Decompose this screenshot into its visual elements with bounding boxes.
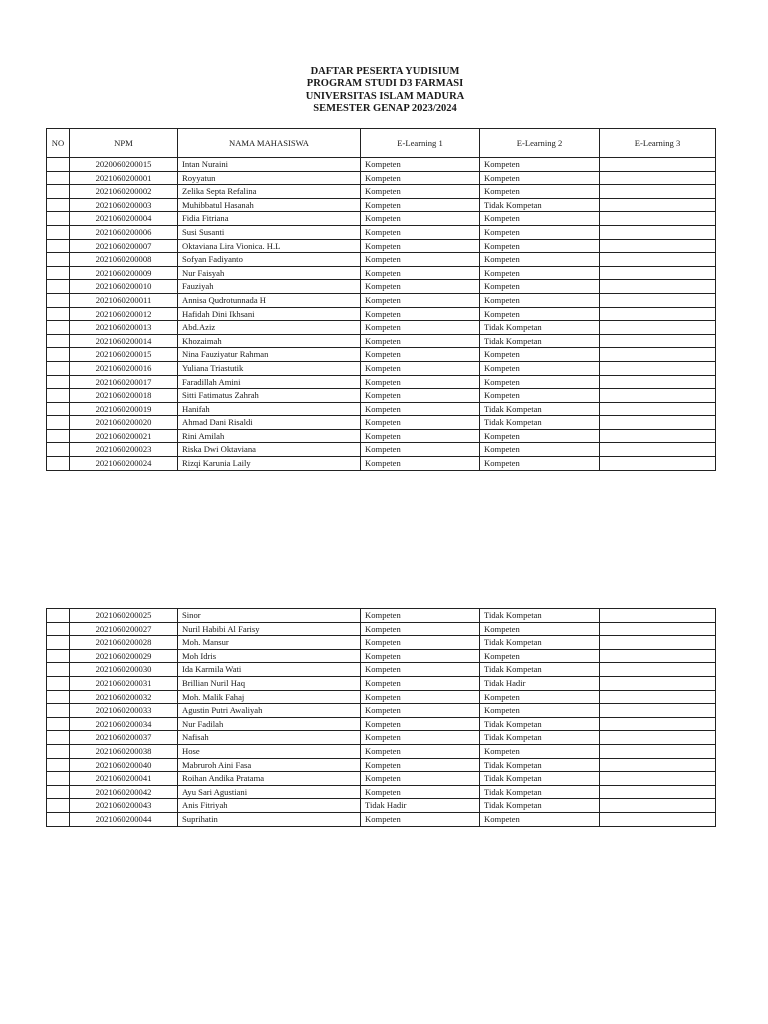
cell-elearning-1: Kompeten bbox=[361, 225, 480, 239]
cell-student-name: Fauziyah bbox=[178, 280, 361, 294]
cell-elearning-1: Kompeten bbox=[361, 785, 480, 799]
cell-npm: 2021060200016 bbox=[70, 361, 178, 375]
cell-npm: 2021060200029 bbox=[70, 649, 178, 663]
cell-no bbox=[47, 334, 70, 348]
table-row bbox=[47, 198, 716, 212]
cell-elearning-3 bbox=[600, 676, 716, 690]
cell-student-name: Muhibbatul Hasanah bbox=[178, 198, 361, 212]
cell-no bbox=[47, 225, 70, 239]
table-row bbox=[47, 266, 716, 280]
cell-no bbox=[47, 622, 70, 636]
cell-elearning-1: Kompeten bbox=[361, 212, 480, 226]
cell-npm: 2021060200006 bbox=[70, 225, 178, 239]
cell-elearning-3 bbox=[600, 622, 716, 636]
cell-no bbox=[47, 717, 70, 731]
cell-student-name: Royyatun bbox=[178, 171, 361, 185]
cell-no bbox=[47, 799, 70, 813]
cell-elearning-3 bbox=[600, 799, 716, 813]
cell-elearning-1: Kompeten bbox=[361, 443, 480, 457]
cell-elearning-1: Kompeten bbox=[361, 717, 480, 731]
cell-elearning-2: Tidak Kompetan bbox=[480, 416, 600, 430]
cell-elearning-1: Kompeten bbox=[361, 253, 480, 267]
cell-elearning-1: Kompeten bbox=[361, 375, 480, 389]
cell-npm: 2021060200001 bbox=[70, 171, 178, 185]
table-row bbox=[47, 348, 716, 362]
cell-no bbox=[47, 731, 70, 745]
cell-npm: 2021060200011 bbox=[70, 293, 178, 307]
cell-elearning-1: Kompeten bbox=[361, 321, 480, 335]
participant-table-1 bbox=[46, 128, 716, 471]
cell-elearning-1: Tidak Hadir bbox=[361, 799, 480, 813]
cell-elearning-2: Kompeten bbox=[480, 293, 600, 307]
table-row bbox=[47, 676, 716, 690]
table-row bbox=[47, 185, 716, 199]
title-line-2: PROGRAM STUDI D3 FARMASI bbox=[306, 78, 464, 90]
cell-elearning-2: Kompeten bbox=[480, 457, 600, 471]
cell-no bbox=[47, 649, 70, 663]
cell-elearning-3 bbox=[600, 212, 716, 226]
cell-no bbox=[47, 361, 70, 375]
cell-npm: 2021060200018 bbox=[70, 389, 178, 403]
cell-elearning-2: Kompeten bbox=[480, 690, 600, 704]
cell-student-name: Anis Fitriyah bbox=[178, 799, 361, 813]
cell-student-name: Agustin Putri Awaliyah bbox=[178, 704, 361, 718]
cell-elearning-1: Kompeten bbox=[361, 609, 480, 623]
cell-npm: 2021060200015 bbox=[70, 348, 178, 362]
table-row bbox=[47, 812, 716, 826]
col-header-no: NO bbox=[47, 129, 70, 158]
cell-elearning-1: Kompeten bbox=[361, 416, 480, 430]
cell-elearning-3 bbox=[600, 785, 716, 799]
table-row bbox=[47, 649, 716, 663]
cell-elearning-3 bbox=[600, 280, 716, 294]
cell-no bbox=[47, 321, 70, 335]
table-2-body bbox=[47, 609, 716, 827]
cell-elearning-2: Tidak Kompetan bbox=[480, 663, 600, 677]
cell-elearning-3 bbox=[600, 416, 716, 430]
cell-student-name: Roihan Andika Pratama bbox=[178, 772, 361, 786]
cell-no bbox=[47, 812, 70, 826]
cell-student-name: Rizqi Karunia Laily bbox=[178, 457, 361, 471]
cell-no bbox=[47, 636, 70, 650]
cell-elearning-3 bbox=[600, 253, 716, 267]
cell-elearning-1: Kompeten bbox=[361, 239, 480, 253]
cell-npm: 2021060200027 bbox=[70, 622, 178, 636]
cell-student-name: Nina Fauziyatur Rahman bbox=[178, 348, 361, 362]
title-line-1: DAFTAR PESERTA YUDISIUM bbox=[310, 66, 460, 77]
cell-no bbox=[47, 690, 70, 704]
cell-student-name: Nur Fadilah bbox=[178, 717, 361, 731]
cell-elearning-3 bbox=[600, 758, 716, 772]
cell-elearning-3 bbox=[600, 158, 716, 172]
cell-elearning-2: Kompeten bbox=[480, 375, 600, 389]
cell-npm: 2021060200019 bbox=[70, 402, 178, 416]
cell-student-name: Hose bbox=[178, 744, 361, 758]
cell-elearning-1: Kompeten bbox=[361, 663, 480, 677]
cell-elearning-3 bbox=[600, 389, 716, 403]
cell-npm: 2020060200015 bbox=[70, 158, 178, 172]
title-line-4: SEMESTER GENAP 2023/2024 bbox=[313, 103, 457, 115]
cell-no bbox=[47, 293, 70, 307]
col-header-elearning-2: E-Learning 2 bbox=[480, 129, 600, 158]
cell-student-name: Moh Idris bbox=[178, 649, 361, 663]
cell-elearning-3 bbox=[600, 731, 716, 745]
cell-elearning-2: Kompeten bbox=[480, 443, 600, 457]
cell-no bbox=[47, 785, 70, 799]
cell-elearning-3 bbox=[600, 348, 716, 362]
table-row bbox=[47, 785, 716, 799]
cell-elearning-2: Kompeten bbox=[480, 649, 600, 663]
cell-elearning-3 bbox=[600, 239, 716, 253]
table-row bbox=[47, 744, 716, 758]
cell-elearning-1: Kompeten bbox=[361, 704, 480, 718]
cell-no bbox=[47, 663, 70, 677]
cell-elearning-2: Kompeten bbox=[480, 704, 600, 718]
cell-no bbox=[47, 443, 70, 457]
table-row bbox=[47, 717, 716, 731]
table-row bbox=[47, 389, 716, 403]
cell-student-name: Zelika Septa Refalina bbox=[178, 185, 361, 199]
cell-no bbox=[47, 457, 70, 471]
cell-elearning-2: Tidak Kompetan bbox=[480, 717, 600, 731]
cell-elearning-3 bbox=[600, 429, 716, 443]
cell-elearning-2: Kompeten bbox=[480, 622, 600, 636]
cell-npm: 2021060200021 bbox=[70, 429, 178, 443]
cell-elearning-2: Tidak Kompetan bbox=[480, 402, 600, 416]
table-row bbox=[47, 212, 716, 226]
col-header-elearning-3: E-Learning 3 bbox=[600, 129, 716, 158]
table-row bbox=[47, 690, 716, 704]
cell-npm: 2021060200012 bbox=[70, 307, 178, 321]
cell-no bbox=[47, 429, 70, 443]
cell-elearning-1: Kompeten bbox=[361, 649, 480, 663]
table-row bbox=[47, 158, 716, 172]
cell-npm: 2021060200010 bbox=[70, 280, 178, 294]
cell-no bbox=[47, 402, 70, 416]
cell-npm: 2021060200017 bbox=[70, 375, 178, 389]
cell-npm: 2021060200014 bbox=[70, 334, 178, 348]
table-row bbox=[47, 704, 716, 718]
cell-student-name: Nur Faisyah bbox=[178, 266, 361, 280]
cell-no bbox=[47, 171, 70, 185]
cell-elearning-2: Kompeten bbox=[480, 239, 600, 253]
cell-no bbox=[47, 280, 70, 294]
table-row bbox=[47, 731, 716, 745]
cell-elearning-2: Tidak Kompetan bbox=[480, 636, 600, 650]
cell-no bbox=[47, 772, 70, 786]
cell-no bbox=[47, 239, 70, 253]
cell-npm: 2021060200038 bbox=[70, 744, 178, 758]
cell-npm: 2021060200033 bbox=[70, 704, 178, 718]
cell-elearning-3 bbox=[600, 649, 716, 663]
cell-elearning-1: Kompeten bbox=[361, 690, 480, 704]
col-header-name: NAMA MAHASISWA bbox=[178, 129, 361, 158]
table-row bbox=[47, 799, 716, 813]
cell-student-name: Fidia Fitriana bbox=[178, 212, 361, 226]
cell-no bbox=[47, 609, 70, 623]
cell-npm: 2021060200004 bbox=[70, 212, 178, 226]
col-header-npm: NPM bbox=[70, 129, 178, 158]
cell-elearning-1: Kompeten bbox=[361, 772, 480, 786]
cell-elearning-1: Kompeten bbox=[361, 158, 480, 172]
cell-no bbox=[47, 307, 70, 321]
cell-no bbox=[47, 704, 70, 718]
cell-student-name: Hanifah bbox=[178, 402, 361, 416]
cell-elearning-1: Kompeten bbox=[361, 171, 480, 185]
cell-no bbox=[47, 198, 70, 212]
cell-elearning-3 bbox=[600, 704, 716, 718]
cell-elearning-3 bbox=[600, 293, 716, 307]
cell-elearning-1: Kompeten bbox=[361, 307, 480, 321]
cell-student-name: Brillian Nuril Haq bbox=[178, 676, 361, 690]
table-row bbox=[47, 402, 716, 416]
cell-elearning-1: Kompeten bbox=[361, 429, 480, 443]
cell-elearning-2: Kompeten bbox=[480, 185, 600, 199]
table-row bbox=[47, 758, 716, 772]
cell-elearning-3 bbox=[600, 717, 716, 731]
table-row bbox=[47, 280, 716, 294]
cell-elearning-2: Kompeten bbox=[480, 361, 600, 375]
cell-elearning-3 bbox=[600, 334, 716, 348]
cell-elearning-3 bbox=[600, 266, 716, 280]
cell-elearning-2: Kompeten bbox=[480, 171, 600, 185]
cell-student-name: Annisa Qudrotunnada H bbox=[178, 293, 361, 307]
cell-npm: 2021060200032 bbox=[70, 690, 178, 704]
cell-student-name: Rini Amilah bbox=[178, 429, 361, 443]
table-row bbox=[47, 636, 716, 650]
cell-elearning-1: Kompeten bbox=[361, 361, 480, 375]
cell-elearning-3 bbox=[600, 457, 716, 471]
document-header bbox=[0, 66, 768, 116]
cell-elearning-2: Kompeten bbox=[480, 429, 600, 443]
cell-npm: 2021060200003 bbox=[70, 198, 178, 212]
cell-npm: 2021060200043 bbox=[70, 799, 178, 813]
table-row bbox=[47, 375, 716, 389]
cell-elearning-3 bbox=[600, 171, 716, 185]
cell-elearning-3 bbox=[600, 321, 716, 335]
cell-elearning-3 bbox=[600, 812, 716, 826]
col-header-elearning-1: E-Learning 1 bbox=[361, 129, 480, 158]
cell-elearning-1: Kompeten bbox=[361, 198, 480, 212]
cell-student-name: Riska Dwi Oktaviana bbox=[178, 443, 361, 457]
cell-no bbox=[47, 375, 70, 389]
cell-npm: 2021060200023 bbox=[70, 443, 178, 457]
cell-npm: 2021060200002 bbox=[70, 185, 178, 199]
table-row bbox=[47, 307, 716, 321]
cell-elearning-2: Kompeten bbox=[480, 225, 600, 239]
table-row bbox=[47, 622, 716, 636]
table-row bbox=[47, 416, 716, 430]
cell-elearning-3 bbox=[600, 609, 716, 623]
table-1-body bbox=[47, 158, 716, 471]
cell-elearning-1: Kompeten bbox=[361, 731, 480, 745]
cell-no bbox=[47, 744, 70, 758]
cell-elearning-2: Kompeten bbox=[480, 348, 600, 362]
cell-elearning-1: Kompeten bbox=[361, 293, 480, 307]
cell-elearning-2: Tidak Hadir bbox=[480, 676, 600, 690]
cell-elearning-1: Kompeten bbox=[361, 758, 480, 772]
cell-elearning-2: Kompeten bbox=[480, 266, 600, 280]
cell-elearning-2: Kompeten bbox=[480, 812, 600, 826]
cell-elearning-1: Kompeten bbox=[361, 636, 480, 650]
cell-elearning-1: Kompeten bbox=[361, 402, 480, 416]
cell-elearning-3 bbox=[600, 744, 716, 758]
cell-elearning-3 bbox=[600, 772, 716, 786]
cell-elearning-1: Kompeten bbox=[361, 348, 480, 362]
cell-student-name: Susi Susanti bbox=[178, 225, 361, 239]
cell-elearning-3 bbox=[600, 361, 716, 375]
cell-elearning-1: Kompeten bbox=[361, 266, 480, 280]
cell-student-name: Ayu Sari Agustiani bbox=[178, 785, 361, 799]
cell-elearning-3 bbox=[600, 198, 716, 212]
cell-npm: 2021060200042 bbox=[70, 785, 178, 799]
cell-student-name: Faradillah Amini bbox=[178, 375, 361, 389]
cell-elearning-1: Kompeten bbox=[361, 457, 480, 471]
cell-elearning-2: Tidak Kompetan bbox=[480, 609, 600, 623]
cell-student-name: Nuril Habibi Al Farisy bbox=[178, 622, 361, 636]
cell-student-name: Intan Nuraini bbox=[178, 158, 361, 172]
cell-student-name: Suprihatin bbox=[178, 812, 361, 826]
cell-student-name: Sinor bbox=[178, 609, 361, 623]
cell-student-name: Sofyan Fadiyanto bbox=[178, 253, 361, 267]
cell-elearning-3 bbox=[600, 690, 716, 704]
cell-elearning-3 bbox=[600, 402, 716, 416]
cell-elearning-2: Tidak Kompetan bbox=[480, 731, 600, 745]
cell-elearning-2: Kompeten bbox=[480, 280, 600, 294]
table-row bbox=[47, 457, 716, 471]
cell-student-name: Moh. Malik Fahaj bbox=[178, 690, 361, 704]
cell-elearning-3 bbox=[600, 185, 716, 199]
cell-no bbox=[47, 253, 70, 267]
cell-elearning-2: Kompeten bbox=[480, 744, 600, 758]
cell-elearning-1: Kompeten bbox=[361, 676, 480, 690]
cell-npm: 2021060200041 bbox=[70, 772, 178, 786]
cell-elearning-3 bbox=[600, 225, 716, 239]
table-row bbox=[47, 429, 716, 443]
cell-elearning-2: Tidak Kompetan bbox=[480, 799, 600, 813]
cell-no bbox=[47, 416, 70, 430]
cell-no bbox=[47, 185, 70, 199]
table-row bbox=[47, 293, 716, 307]
cell-elearning-2: Kompeten bbox=[480, 212, 600, 226]
cell-student-name: Yuliana Triastutik bbox=[178, 361, 361, 375]
cell-npm: 2021060200009 bbox=[70, 266, 178, 280]
cell-elearning-1: Kompeten bbox=[361, 185, 480, 199]
cell-npm: 2021060200008 bbox=[70, 253, 178, 267]
table-row bbox=[47, 171, 716, 185]
table-row bbox=[47, 321, 716, 335]
title-line-3: UNIVERSITAS ISLAM MADURA bbox=[305, 90, 465, 102]
cell-elearning-3 bbox=[600, 443, 716, 457]
cell-no bbox=[47, 676, 70, 690]
cell-elearning-3 bbox=[600, 375, 716, 389]
table-row bbox=[47, 334, 716, 348]
cell-no bbox=[47, 212, 70, 226]
cell-elearning-2: Kompeten bbox=[480, 158, 600, 172]
cell-elearning-3 bbox=[600, 307, 716, 321]
cell-npm: 2021060200031 bbox=[70, 676, 178, 690]
cell-npm: 2021060200020 bbox=[70, 416, 178, 430]
cell-student-name: Mabruroh Aini Fasa bbox=[178, 758, 361, 772]
table-row bbox=[47, 253, 716, 267]
cell-elearning-1: Kompeten bbox=[361, 744, 480, 758]
cell-no bbox=[47, 266, 70, 280]
cell-elearning-1: Kompeten bbox=[361, 334, 480, 348]
table-row bbox=[47, 772, 716, 786]
cell-elearning-2: Kompeten bbox=[480, 307, 600, 321]
cell-npm: 2021060200040 bbox=[70, 758, 178, 772]
cell-student-name: Moh. Mansur bbox=[178, 636, 361, 650]
cell-no bbox=[47, 158, 70, 172]
cell-npm: 2021060200024 bbox=[70, 457, 178, 471]
cell-elearning-2: Tidak Kompetan bbox=[480, 321, 600, 335]
cell-no bbox=[47, 758, 70, 772]
table-row bbox=[47, 609, 716, 623]
table-row bbox=[47, 443, 716, 457]
cell-npm: 2021060200007 bbox=[70, 239, 178, 253]
table-row bbox=[47, 663, 716, 677]
cell-npm: 2021060200030 bbox=[70, 663, 178, 677]
cell-student-name: Hafidah Dini Ikhsani bbox=[178, 307, 361, 321]
cell-elearning-2: Tidak Kompetan bbox=[480, 772, 600, 786]
cell-student-name: Khozaimah bbox=[178, 334, 361, 348]
participant-table-2 bbox=[46, 608, 716, 827]
table-row bbox=[47, 239, 716, 253]
cell-npm: 2021060200013 bbox=[70, 321, 178, 335]
cell-elearning-2: Tidak Kompetan bbox=[480, 785, 600, 799]
cell-elearning-2: Tidak Kompetan bbox=[480, 758, 600, 772]
cell-npm: 2021060200034 bbox=[70, 717, 178, 731]
table-header-row bbox=[47, 129, 716, 158]
cell-elearning-2: Tidak Kompetan bbox=[480, 334, 600, 348]
cell-no bbox=[47, 348, 70, 362]
table-row bbox=[47, 361, 716, 375]
cell-no bbox=[47, 389, 70, 403]
cell-elearning-3 bbox=[600, 636, 716, 650]
cell-npm: 2021060200028 bbox=[70, 636, 178, 650]
cell-student-name: Oktaviana Lira Vionica. H.L bbox=[178, 239, 361, 253]
cell-student-name: Nafisah bbox=[178, 731, 361, 745]
cell-student-name: Ida Karmila Wati bbox=[178, 663, 361, 677]
cell-npm: 2021060200025 bbox=[70, 609, 178, 623]
cell-student-name: Ahmad Dani Risaldi bbox=[178, 416, 361, 430]
cell-elearning-3 bbox=[600, 663, 716, 677]
cell-npm: 2021060200037 bbox=[70, 731, 178, 745]
cell-elearning-2: Tidak Kompetan bbox=[480, 198, 600, 212]
cell-elearning-1: Kompeten bbox=[361, 622, 480, 636]
table-row bbox=[47, 225, 716, 239]
cell-elearning-2: Kompeten bbox=[480, 253, 600, 267]
cell-elearning-2: Kompeten bbox=[480, 389, 600, 403]
cell-student-name: Abd.Aziz bbox=[178, 321, 361, 335]
cell-elearning-1: Kompeten bbox=[361, 812, 480, 826]
cell-elearning-1: Kompeten bbox=[361, 389, 480, 403]
cell-elearning-1: Kompeten bbox=[361, 280, 480, 294]
cell-npm: 2021060200044 bbox=[70, 812, 178, 826]
cell-student-name: Sitti Fatimatus Zahrah bbox=[178, 389, 361, 403]
